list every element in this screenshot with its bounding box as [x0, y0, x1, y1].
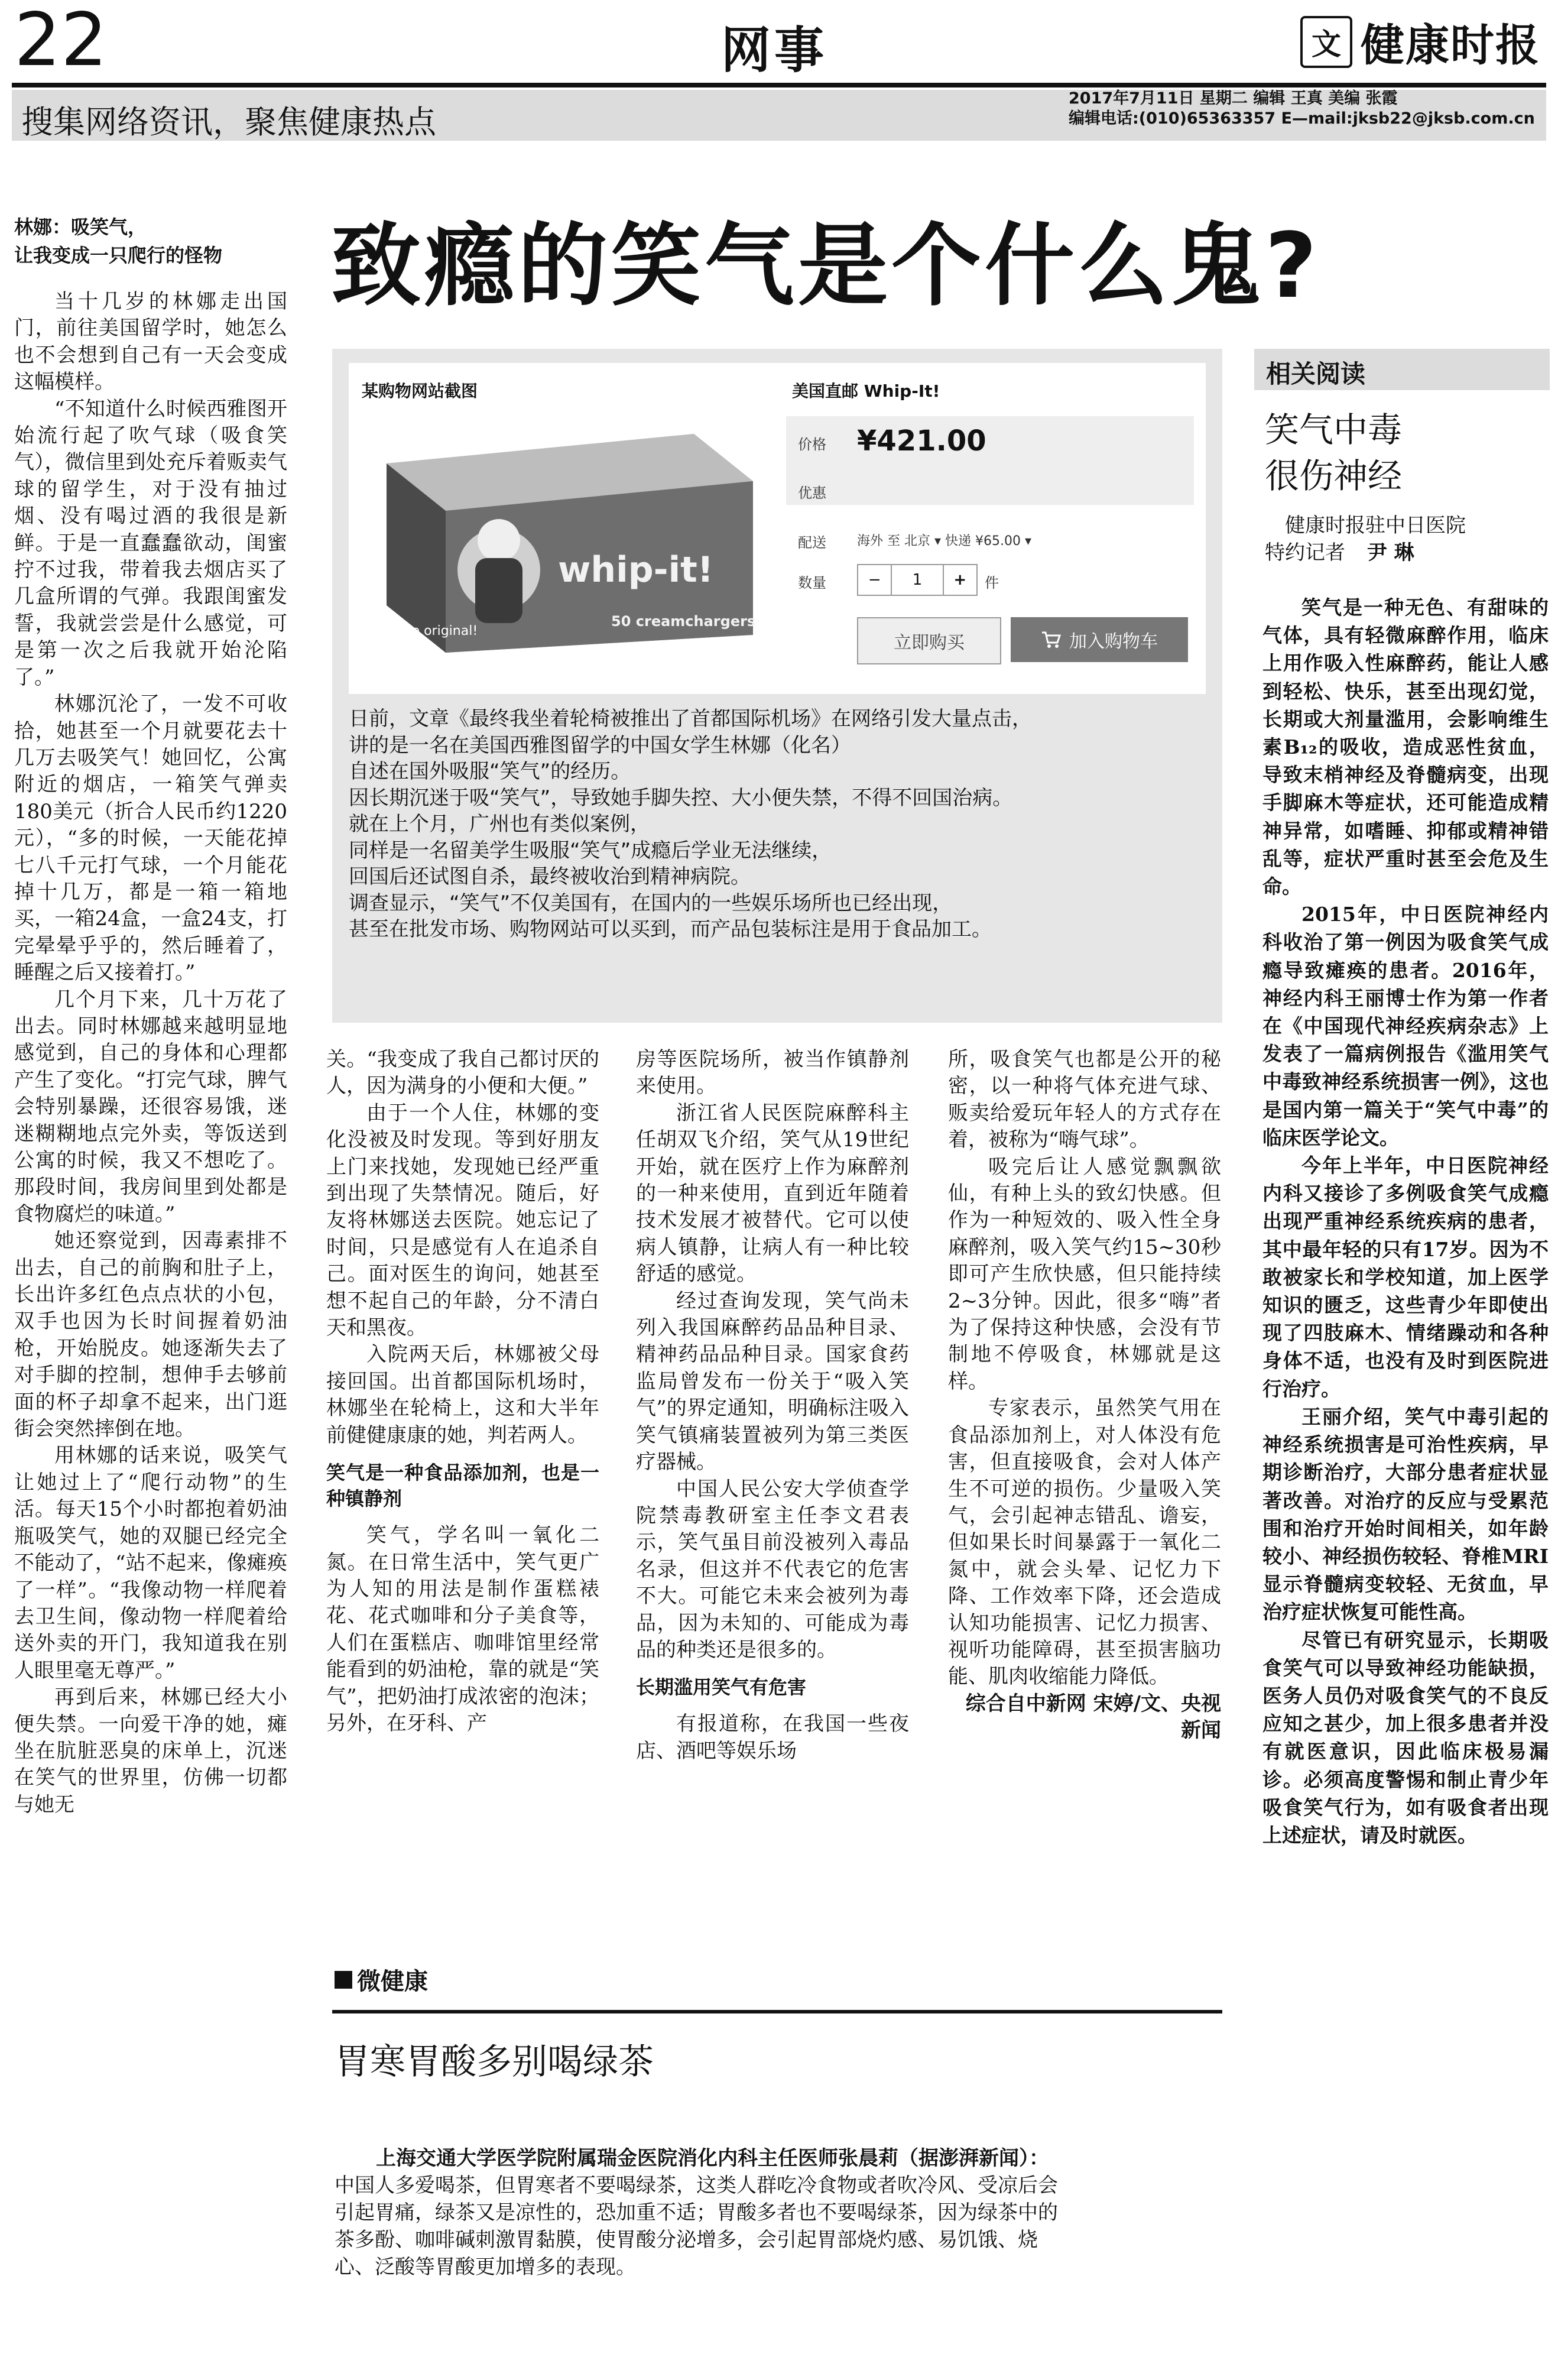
- subheading: 笑气是一种食品添加剂，也是一种镇静剂: [326, 1461, 599, 1510]
- paragraph: 尽管已有研究显示，长期吸食笑气可以导致神经功能缺损，医务人员仍对吸食笑气的不良反应知之甚少，加上很多患者并没有就医意识，因此临床极易漏诊。必须高度警惕和制止青少年吸食笑气行为，如有吸食者出现上述症状，请及时就医。: [1262, 1628, 1549, 1847]
- page-slogan: 搜集网络资讯，聚焦健康热点: [21, 103, 436, 141]
- paragraph: 入院两天后，林娜被父母接回国。出首都国际机场时，林娜坐在轮椅上，这和大半年前健健康康的她，判若两人。: [326, 1343, 599, 1447]
- buy-now-label: 立即购买: [894, 633, 965, 653]
- box-slogan-text: the original!: [398, 624, 478, 638]
- logo-seal-icon: 文: [1300, 16, 1352, 68]
- article-column-1: [14, 288, 287, 1818]
- caption-line: 调查显示，“笑气”不仅美国有，在国内的一些娱乐场所也已经出现，: [349, 891, 953, 915]
- paragraph: 关。“我变成了我自己都讨厌的人，因为满身的小便和大便。”: [326, 1048, 599, 1098]
- caption-line: 就在上个月，广州也有类似案例，: [349, 812, 650, 836]
- shipping-select[interactable]: 海外 至 北京 ▾ 快递 ¥65.00 ▾: [857, 534, 1032, 549]
- related-reading-bar: [1254, 349, 1550, 390]
- paragraph: 浙江省人民医院麻醉科主任胡双飞介绍，笑气从19世纪开始，就在医疗上作为麻醉剂的一种来使用，直到近年随着技术发展才被替代。它可以使病人镇静，让病人有一种比较舒适的感觉。: [636, 1101, 909, 1286]
- paragraph: 几个月下来，几十万花了出去。同时林娜越来越明显地感觉到，自己的身体和心理都产生了变化。“打完气球，脾气会特别暴躁，还很容易饿，迷迷糊糊地点完外卖，等饭送到公寓的时候，我又不想吃了。那段时间，我房间里到处都是食物腐烂的味道。”: [14, 987, 287, 1226]
- main-headline: 致瘾的笑气是个什么鬼?: [331, 213, 1321, 318]
- add-to-cart-button[interactable]: [1011, 617, 1188, 662]
- brief-line: 中国人多爱喝茶，但胃寒者不要喝绿茶，这类人群吃冷食物或者吹冷风、受凉后会: [335, 2174, 1058, 2197]
- brief-section-text: 微健康: [357, 1968, 428, 1995]
- brief-source-line: 上海交通大学医学院附属瑞金医院消化内科主任医师张晨莉（据澎湃新闻）：: [376, 2146, 1049, 2170]
- paragraph: 由于一个人住，林娜的变化没被及时发现。等到好朋友上门来找她，发现她已经严重到出现了失禁情况。随后，好友将林娜送去医院。她忘记了时间，只是感觉有人在追杀自己。面对医生的询问，她甚至想不起自己的年龄，分不清白天和黑夜。: [326, 1101, 599, 1340]
- buy-now-button[interactable]: [857, 617, 1001, 664]
- sidebar-title: [1265, 407, 1402, 499]
- side-headline-line: 林娜：吸笑气，: [14, 216, 147, 238]
- paragraph: 王丽介绍，笑气中毒引起的神经系统损害是可治性疾病，早期诊断治疗，大部分患者症状显著改善。对治疗的反应与受累范围和治疗开始时间相关，如年龄较小、神经损伤较轻、脊椎MRI显示脊髓病变较轻、无贫血，早治疗症状恢复可能性高。: [1262, 1405, 1549, 1624]
- box-sub-text: 50 creamchargers: [611, 613, 756, 630]
- add-to-cart-label: 加入购物车: [1069, 631, 1158, 652]
- byline-title: 特约记者: [1265, 541, 1345, 565]
- byline-author: 尹 琳: [1367, 541, 1414, 565]
- brief-line: 心、泛酸等胃酸更加增多的表现。: [335, 2255, 636, 2279]
- paragraph: 有报道称，在我国一些夜店、酒吧等娱乐场: [636, 1712, 909, 1763]
- article-column-4: [948, 1046, 1221, 1745]
- paragraph: 她还察觉到，因毒素排不出去，自己的前胸和肚子上，长出许多红色点点状的小包，双手也因为长时间握着奶油枪，开始脱皮。她逐渐失去了对手脚的控制，想伸手去够前面的杯子却拿不起来，出门逛街会突然摔倒在地。: [14, 1229, 287, 1441]
- logo-text: 健康时报: [1361, 20, 1540, 71]
- subheading: 长期滥用笑气有危害: [636, 1676, 807, 1699]
- square-bullet-icon: [335, 1971, 352, 1989]
- price-value: ¥421.00: [857, 424, 986, 458]
- shipping-label: 配送: [798, 534, 826, 551]
- shopping-screenshot: [332, 349, 1222, 1023]
- caption-line: 自述在国外吸服“笑气”的经历。: [349, 760, 631, 783]
- caption-line: 讲的是一名在美国西雅图留学的中国女学生林娜（化名）: [349, 733, 851, 757]
- issue-info: [1069, 89, 1535, 129]
- brief-section-label: [335, 1963, 428, 1996]
- sidebar-title-line: 很伤神经: [1265, 456, 1403, 496]
- article-source: 综合自中新网 宋婷/文、央视新闻: [965, 1691, 1221, 1743]
- paragraph: 再到后来，林娜已经大小便失禁。一向爱干净的她，瘫坐在肮脏恶臭的床单上，沉迷在笑气的世界里，仿佛一切都与她无: [14, 1685, 287, 1817]
- page-number: 22: [14, 0, 108, 83]
- paragraph: 吸完后让人感觉飘飘欲仙，有种上头的致幻快感。但作为一种短效的、吸入性全身麻醉剂，吸入笑气约15~30秒即可产生欣快感，但只能持续2~3分钟。因此，很多“嗨”者为了保持这种快感，会没有节制地不停吸食，林娜就是这样。: [948, 1155, 1221, 1393]
- caption-line: 同样是一名留美学生吸服“笑气”成瘾后学业无法继续，: [349, 838, 832, 862]
- quantity-label: 数量: [798, 575, 826, 591]
- paragraph: 专家表示，虽然笑气用在食品添加剂上，对人体没有危害，但直接吸食，会对人体产生不可逆的损伤。少量吸入笑气，会引起神志错乱、谵妄，但如果长时间暴露于一氧化二氮中，就会头晕、记忆力下降、工作效率下降，还会造成认知功能损害、记忆力损害、视听功能障碍，甚至损害脑功能、肌肉收缩能力降低。: [948, 1396, 1221, 1689]
- paragraph: 今年上半年，中日医院神经内科又接诊了多例吸食笑气成瘾出现严重神经系统疾病的患者，其中最年轻的只有17岁。因为不敢被家长和学校知道，加上医学知识的匮乏，这些青少年即使出现了四肢麻木、情绪躁动和各种身体不适，也没有及时到医院进行治疗。: [1262, 1154, 1549, 1400]
- caption-line: 日前，文章《最终我坐着轮椅被推出了首都国际机场》在网络引发大量点击，: [349, 707, 1032, 731]
- sidebar-byline: [1265, 512, 1549, 566]
- plus-icon[interactable]: +: [943, 565, 976, 595]
- sidebar-title-line: 笑气中毒: [1265, 410, 1403, 450]
- article-column-3: [636, 1046, 909, 1765]
- price-band: [786, 416, 1194, 505]
- byline-line: [1265, 539, 1549, 566]
- screenshot-label: 某购物网站截图: [362, 381, 478, 401]
- brief-line: 茶多酚、咖啡碱刺激胃黏膜，使胃酸分泌增多，会引起胃部烧灼感、易饥饿、烧: [335, 2228, 1038, 2252]
- product-image: [363, 410, 765, 659]
- brief-line: 引起胃痛，绿茶又是凉性的，恐加重不适；胃酸多者也不要喝绿茶，因为绿茶中的: [335, 2201, 1058, 2225]
- header-rule: [12, 83, 1546, 87]
- paragraph: 笑气是一种无色、有甜味的气体，具有轻微麻醉作用，临床上用作吸入性麻醉药，能让人感到轻松、快乐，甚至出现幻觉，长期或大剂量滥用，会影响维生素B₁₂的吸收，造成恶性贫血，导致末梢神经及脊髓病变，出现手脚麻木等症状，还可能造成精神异常，如嗜睡、抑郁或精神错乱等，症状严重时甚至会危及生命。: [1262, 596, 1549, 899]
- screenshot-panel: [349, 363, 1206, 694]
- caption-line: 回国后还试图自杀，最终被收治到精神病院。: [349, 865, 751, 889]
- paragraph: 经过查询发现，笑气尚未列入我国麻醉药品品种目录、精神药品品种目录。国家食药监局曾发布一份关于“吸入笑气”的界定通知，明确标注吸入笑气镇痛装置被列为第三类医疗器械。: [636, 1289, 909, 1474]
- issue-contact: 编辑电话:(010)65363357 E—mail:jksb22@jksb.com.cn: [1069, 109, 1535, 128]
- box-brand-text: whip-it!: [558, 549, 714, 591]
- byline-line: 健康时报驻中日医院: [1285, 514, 1466, 537]
- paragraph: 中国人民公安大学侦查学院禁毒教研室主任李文君表示，笑气虽目前没被列入毒品名录，但这并不代表它的危害不大。可能它未来会被列为毒品，因为未知的、可能成为毒品的种类还是很多的。: [636, 1477, 909, 1662]
- paragraph: “不知道什么时候西雅图开始流行起了吹气球（吸食笑气），微信里到处充斥着贩卖气球的留学生，对于没有抽过烟、没有喝过酒的我很是新鲜。于是一直蠢蠢欲动，闺蜜拧不过我，带着我去烟店买了几盒所谓的气弹。我跟闺蜜发誓，我就尝尝是什么感觉，可是第一次之后我就开始沦陷了。”: [14, 397, 287, 689]
- caption-line: 甚至在批发市场、购物网站可以买到，而产品包装标注是用于食品加工。: [349, 917, 992, 941]
- paragraph: 当十几岁的林娜走出国门，前往美国留学时，她怎么也不会想到自己有一天会变成这幅模样。: [14, 290, 287, 394]
- quantity-input[interactable]: 1: [912, 571, 923, 589]
- cart-icon: [1041, 631, 1061, 648]
- paragraph: 房等医院场所，被当作镇静剂来使用。: [636, 1048, 909, 1098]
- side-headline-line: 让我变成一只爬行的怪物: [14, 244, 223, 267]
- promo-label: 优惠: [798, 485, 826, 501]
- sidebar-article: [1262, 594, 1549, 1849]
- newspaper-logo: [1300, 11, 1540, 73]
- screenshot-caption: [349, 706, 1206, 943]
- quantity-stepper[interactable]: [857, 564, 978, 596]
- paragraph: 用林娜的话来说，吸笑气让她过上了“爬行动物”的生活。每天15个小时都抱着奶油瓶吸笑气，她的双腿已经完全不能动了，“站不起来，像瘫痪了一样”。“我像动物一样爬着去卫生间，像动物一样爬着给送外卖的开门，我知道我在别人眼里毫无尊严。”: [14, 1444, 287, 1682]
- related-reading-label: 相关阅读: [1266, 359, 1366, 388]
- caption-line: 因长期沉迷于吸“笑气”，导致她手脚失控、大小便失禁，不得不回国治病。: [349, 786, 1013, 810]
- issue-date-editors: 2017年7月11日 星期二 编辑 王真 美编 张霞: [1069, 89, 1398, 108]
- paragraph: 林娜沉沦了，一发不可收拾，她甚至一个月就要花去十几万去吸笑气！她回忆，公寓附近的烟店，一箱笑气弹卖180美元（折合人民币约1220元），“多的时候，一天能花掉七八千元打气球，一个月能花掉十几万，都是一箱一箱地买，一箱24盒，一盒24支，打完晕晕乎乎的，然后睡着了，睡醒之后又接着打。”: [14, 692, 287, 985]
- brief-rule: [332, 2010, 1222, 2013]
- paragraph: 所，吸食笑气也都是公开的秘密，以一种将气体充进气球、贩卖给爱玩年轻人的方式存在着，被称为“嗨气球”。: [948, 1048, 1221, 1152]
- brief-title: 胃寒胃酸多别喝绿茶: [335, 2041, 654, 2083]
- side-headline: [14, 213, 222, 270]
- minus-icon[interactable]: −: [858, 565, 892, 595]
- paragraph: 笑气，学名叫一氧化二氮。在日常生活中，笑气更广为人知的用法是制作蛋糕裱花、花式咖啡和分子美食等，人们在蛋糕店、咖啡馆里经常能看到的奶油枪，靠的就是“笑气”，把奶油打成浓密的泡沫；另外，在牙科、产: [326, 1523, 599, 1735]
- brief-body: [335, 2145, 1221, 2281]
- section-title: 网事: [721, 21, 828, 79]
- article-column-2: [326, 1046, 599, 1737]
- product-title: 美国直邮 Whip-It!: [792, 381, 940, 401]
- paragraph: 2015年，中日医院神经内科收治了第一例因为吸食笑气成瘾导致瘫痪的患者。2016年，神经内科王丽博士作为第一作者在《中国现代神经疾病杂志》上发表了一篇病例报告《滥用笑气中毒致神经系统损害一例》，这也是国内第一篇关于“笑气中毒”的临床医学论文。: [1262, 903, 1549, 1149]
- price-label: 价格: [798, 436, 826, 453]
- quantity-unit: 件: [985, 575, 999, 591]
